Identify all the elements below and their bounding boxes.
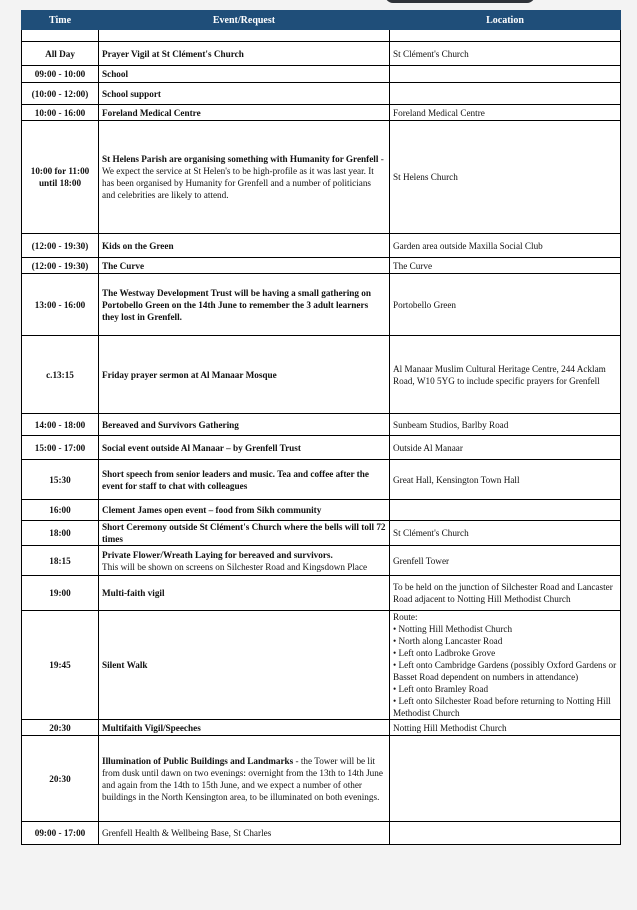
event-cell <box>99 436 390 460</box>
event-note: Grenfell Health & Wellbeing Base, St Charles <box>102 828 272 838</box>
route-line: • Left onto Silchester Road before returning to Notting Hill Methodist Church <box>393 696 611 718</box>
event-title: Clement James open event – food from Sikh community <box>102 505 322 515</box>
route-line: • Left onto Bramley Road <box>393 684 489 694</box>
location-cell: Sunbeam Studios, Barlby Road <box>390 414 621 436</box>
table-row <box>22 521 621 546</box>
event-cell <box>99 83 390 105</box>
event-cell <box>99 720 390 736</box>
event-note: - We expect the service at St Helen's to be high-profile as it was last year. It has been organised by Humanity for Grenfell and a number of politicians and celebrities are likely to attend. <box>102 154 384 200</box>
event-title: School support <box>102 88 161 99</box>
event-title: Private Flower/Wreath Laying for bereaved and survivors. <box>102 549 333 560</box>
event-title: Kids on the Green <box>102 240 174 251</box>
time-cell: 20:30 <box>22 720 99 736</box>
time-cell <box>22 30 99 42</box>
event-title: Prayer Vigil at St Clément's Church <box>102 48 244 59</box>
location-cell <box>390 30 621 42</box>
event-title: Multi-faith vigil <box>102 588 165 598</box>
time-cell: (12:00 - 19:30) <box>22 258 99 274</box>
event-cell <box>99 460 390 500</box>
column-header-location: Location <box>390 11 621 30</box>
location-cell: Grenfell Tower <box>390 546 621 576</box>
location-cell: The Curve <box>390 258 621 274</box>
time-cell: 09:00 - 10:00 <box>22 66 99 83</box>
route-line: • Left onto Ladbroke Grove <box>393 648 496 658</box>
event-cell <box>99 234 390 258</box>
location-cell: Great Hall, Kensington Town Hall <box>390 460 621 500</box>
event-cell <box>99 274 390 336</box>
table-row <box>22 105 621 121</box>
event-cell <box>99 576 390 611</box>
table-row <box>22 576 621 611</box>
event-title: Friday prayer sermon at Al Manaar Mosque <box>102 369 277 380</box>
schedule-document <box>21 10 620 845</box>
event-title: Multifaith Vigil/Speeches <box>102 722 201 733</box>
location-cell: Foreland Medical Centre <box>390 105 621 121</box>
location-cell <box>390 83 621 105</box>
event-cell <box>99 500 390 521</box>
time-cell: 16:00 <box>22 500 99 521</box>
event-cell <box>99 105 390 121</box>
time-cell: c.13:15 <box>22 336 99 414</box>
location-cell: St Helens Church <box>390 121 621 234</box>
route-line: • Left onto Cambridge Gardens (possibly Oxford Gardens or Basset Road dependent on numbers in attendance) <box>393 660 617 682</box>
time-cell: 13:00 - 16:00 <box>22 274 99 336</box>
time-cell: 18:15 <box>22 546 99 576</box>
time-cell: (10:00 - 12:00) <box>22 83 99 105</box>
time-cell: 14:00 - 18:00 <box>22 414 99 436</box>
table-row <box>22 121 621 234</box>
location-cell: Garden area outside Maxilla Social Club <box>390 234 621 258</box>
table-row <box>22 460 621 500</box>
location-cell <box>390 736 621 822</box>
location-cell: St Clément's Church <box>390 521 621 546</box>
time-cell: 15:00 - 17:00 <box>22 436 99 460</box>
event-title: The Curve <box>102 260 145 271</box>
location-cell: To be held on the junction of Silchester Road and Lancaster Road adjacent to Notting Hill Methodist Church <box>390 576 621 611</box>
event-title: Bereaved and Survivors Gathering <box>102 419 239 430</box>
time-cell: 09:00 - 17:00 <box>22 822 99 845</box>
event-cell <box>99 336 390 414</box>
table-row <box>22 83 621 105</box>
event-title: Illumination of Public Buildings and Landmarks <box>102 755 294 766</box>
event-cell <box>99 822 390 845</box>
column-header-time: Time <box>22 11 99 30</box>
event-title: Foreland Medical Centre <box>102 107 201 118</box>
location-cell <box>390 611 621 720</box>
event-cell <box>99 414 390 436</box>
location-cell: Notting Hill Methodist Church <box>390 720 621 736</box>
route-line: • North along Lancaster Road <box>393 636 503 646</box>
table-row <box>22 258 621 274</box>
event-cell <box>99 258 390 274</box>
event-cell <box>99 121 390 234</box>
time-cell: 15:30 <box>22 460 99 500</box>
event-note: - the Tower will be lit from dusk until dawn on two evenings: overnight from the 13th to 14th June and again from the 14th to 15th June, and we expect a number of other buildings in the North Kensington area, to be illuminated on both evenings. <box>102 755 383 802</box>
event-cell <box>99 736 390 822</box>
event-cell <box>99 42 390 66</box>
location-cell <box>390 500 621 521</box>
location-cell <box>390 822 621 845</box>
route-line: • Notting Hill Methodist Church <box>393 624 513 634</box>
location-cell: Portobello Green <box>390 274 621 336</box>
header-row <box>22 11 621 30</box>
table-row <box>22 66 621 83</box>
event-cell <box>99 611 390 720</box>
table-row <box>22 611 621 720</box>
event-cell <box>99 546 390 576</box>
table-row <box>22 546 621 576</box>
event-title: Short Ceremony outside St Clément's Church where the bells will toll 72 times <box>102 522 386 544</box>
location-cell: Al Manaar Muslim Cultural Heritage Centre, 244 Acklam Road, W10 5YG to include specific prayers for Grenfell <box>390 336 621 414</box>
event-cell <box>99 66 390 83</box>
window-tab-handle <box>385 0 535 3</box>
time-cell: 10:00 for 11:00 until 18:00 <box>22 121 99 234</box>
time-cell: 19:00 <box>22 576 99 611</box>
event-cell <box>99 521 390 546</box>
table-row <box>22 42 621 66</box>
time-cell: (12:00 - 19:30) <box>22 234 99 258</box>
location-cell: St Clément's Church <box>390 42 621 66</box>
schedule-table <box>21 10 621 845</box>
column-header-event: Event/Request <box>99 11 390 30</box>
table-row <box>22 822 621 845</box>
table-row <box>22 234 621 258</box>
table-row <box>22 720 621 736</box>
top-bar <box>0 0 637 8</box>
table-row <box>22 274 621 336</box>
time-cell: 19:45 <box>22 611 99 720</box>
event-note: This will be shown on screens on Silchester Road and Kingsdown Place <box>102 561 368 572</box>
time-cell: 10:00 - 16:00 <box>22 105 99 121</box>
time-cell: 18:00 <box>22 521 99 546</box>
event-title: St Helens Parish are organising something with Humanity for Grenfell <box>102 154 379 164</box>
event-title: Short speech from senior leaders and music. Tea and coffee after the event for staff to chat with colleagues <box>102 468 369 491</box>
event-title: School <box>102 69 129 79</box>
route-line: Route: <box>393 612 418 622</box>
time-cell: 20:30 <box>22 736 99 822</box>
event-title: Social event outside Al Manaar – by Grenfell Trust <box>102 442 301 453</box>
table-row <box>22 500 621 521</box>
event-cell <box>99 30 390 42</box>
location-cell: Outside Al Manaar <box>390 436 621 460</box>
event-title: The Westway Development Trust will be having a small gathering on Portobello Green on the 14th June to remember the 3 adult learners they lost in Grenfell. <box>102 287 372 322</box>
event-title: Silent Walk <box>102 660 148 670</box>
table-row <box>22 436 621 460</box>
table-row <box>22 30 621 42</box>
location-cell <box>390 66 621 83</box>
time-cell: All Day <box>22 42 99 66</box>
table-row <box>22 736 621 822</box>
table-row <box>22 336 621 414</box>
table-row <box>22 414 621 436</box>
